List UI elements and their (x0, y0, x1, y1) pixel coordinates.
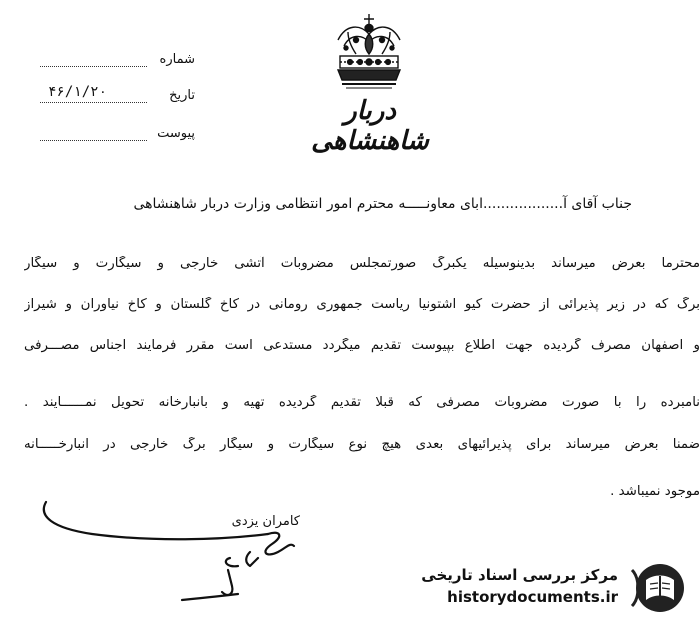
number-field (40, 50, 195, 72)
handwritten-signature (32, 496, 312, 606)
attachment-label: پیوست (157, 126, 195, 141)
history-documents-logo-icon (626, 562, 690, 614)
letter-line: و اصفهان مصرف گردیده جهت اطلاع بپیوست تقدیم میگردد مستدعی است مقرر فرمایند اجناس مصـــرفی (24, 338, 700, 353)
letter-line: برگ که در زیر پذیرائی از حضرت کیو اشتونیا ریاست جمهوری رومانی در کاخ گلستان و کاخ نیاوران و شیراز (24, 297, 700, 312)
number-line (40, 66, 147, 67)
pahlavi-crown-emblem-icon (326, 10, 412, 96)
salutation: جناب آقای آ..................ابای معاونـــــه محترم امور انتظامی وزارت دربار شاهنشاهی (133, 196, 632, 212)
date-label: تاریخ (169, 88, 195, 103)
signer-name: کامران یزدی (231, 514, 300, 529)
attachment-line (40, 140, 147, 141)
letter-line: موجود نمیباشد . (610, 484, 700, 499)
date-field (40, 86, 195, 108)
attachment-field (40, 124, 195, 146)
letter-line: ضمنا بعرض میرساند برای پذیرائیهای بعدی هیچ نوع سیگارت و سیگار برگ خارجی در انبارخـــــانه (24, 437, 700, 452)
court-title: دربار شاهنشاهی (311, 96, 429, 156)
watermark-title: مرکز بررسی اسناد تاریخی (421, 566, 618, 584)
date-line (40, 102, 147, 103)
letter-line: نامبرده را با صورت مضروبات مصرفی که قبلا تقدیم گردیده تهیه و بانبارخانه تحویل نمــــــایند . (24, 395, 700, 410)
watermark-url: historydocuments.ir (447, 588, 618, 606)
watermark (390, 562, 690, 614)
date-value: ۴۶/۱/۲۰ (48, 84, 108, 100)
number-label: شماره (159, 52, 195, 67)
letter-line: محترما بعرض میرساند بدینوسیله یکبرگ صورتمجلس مضروبات آتشی خارجی و سیگارت و سیگار (24, 256, 700, 271)
